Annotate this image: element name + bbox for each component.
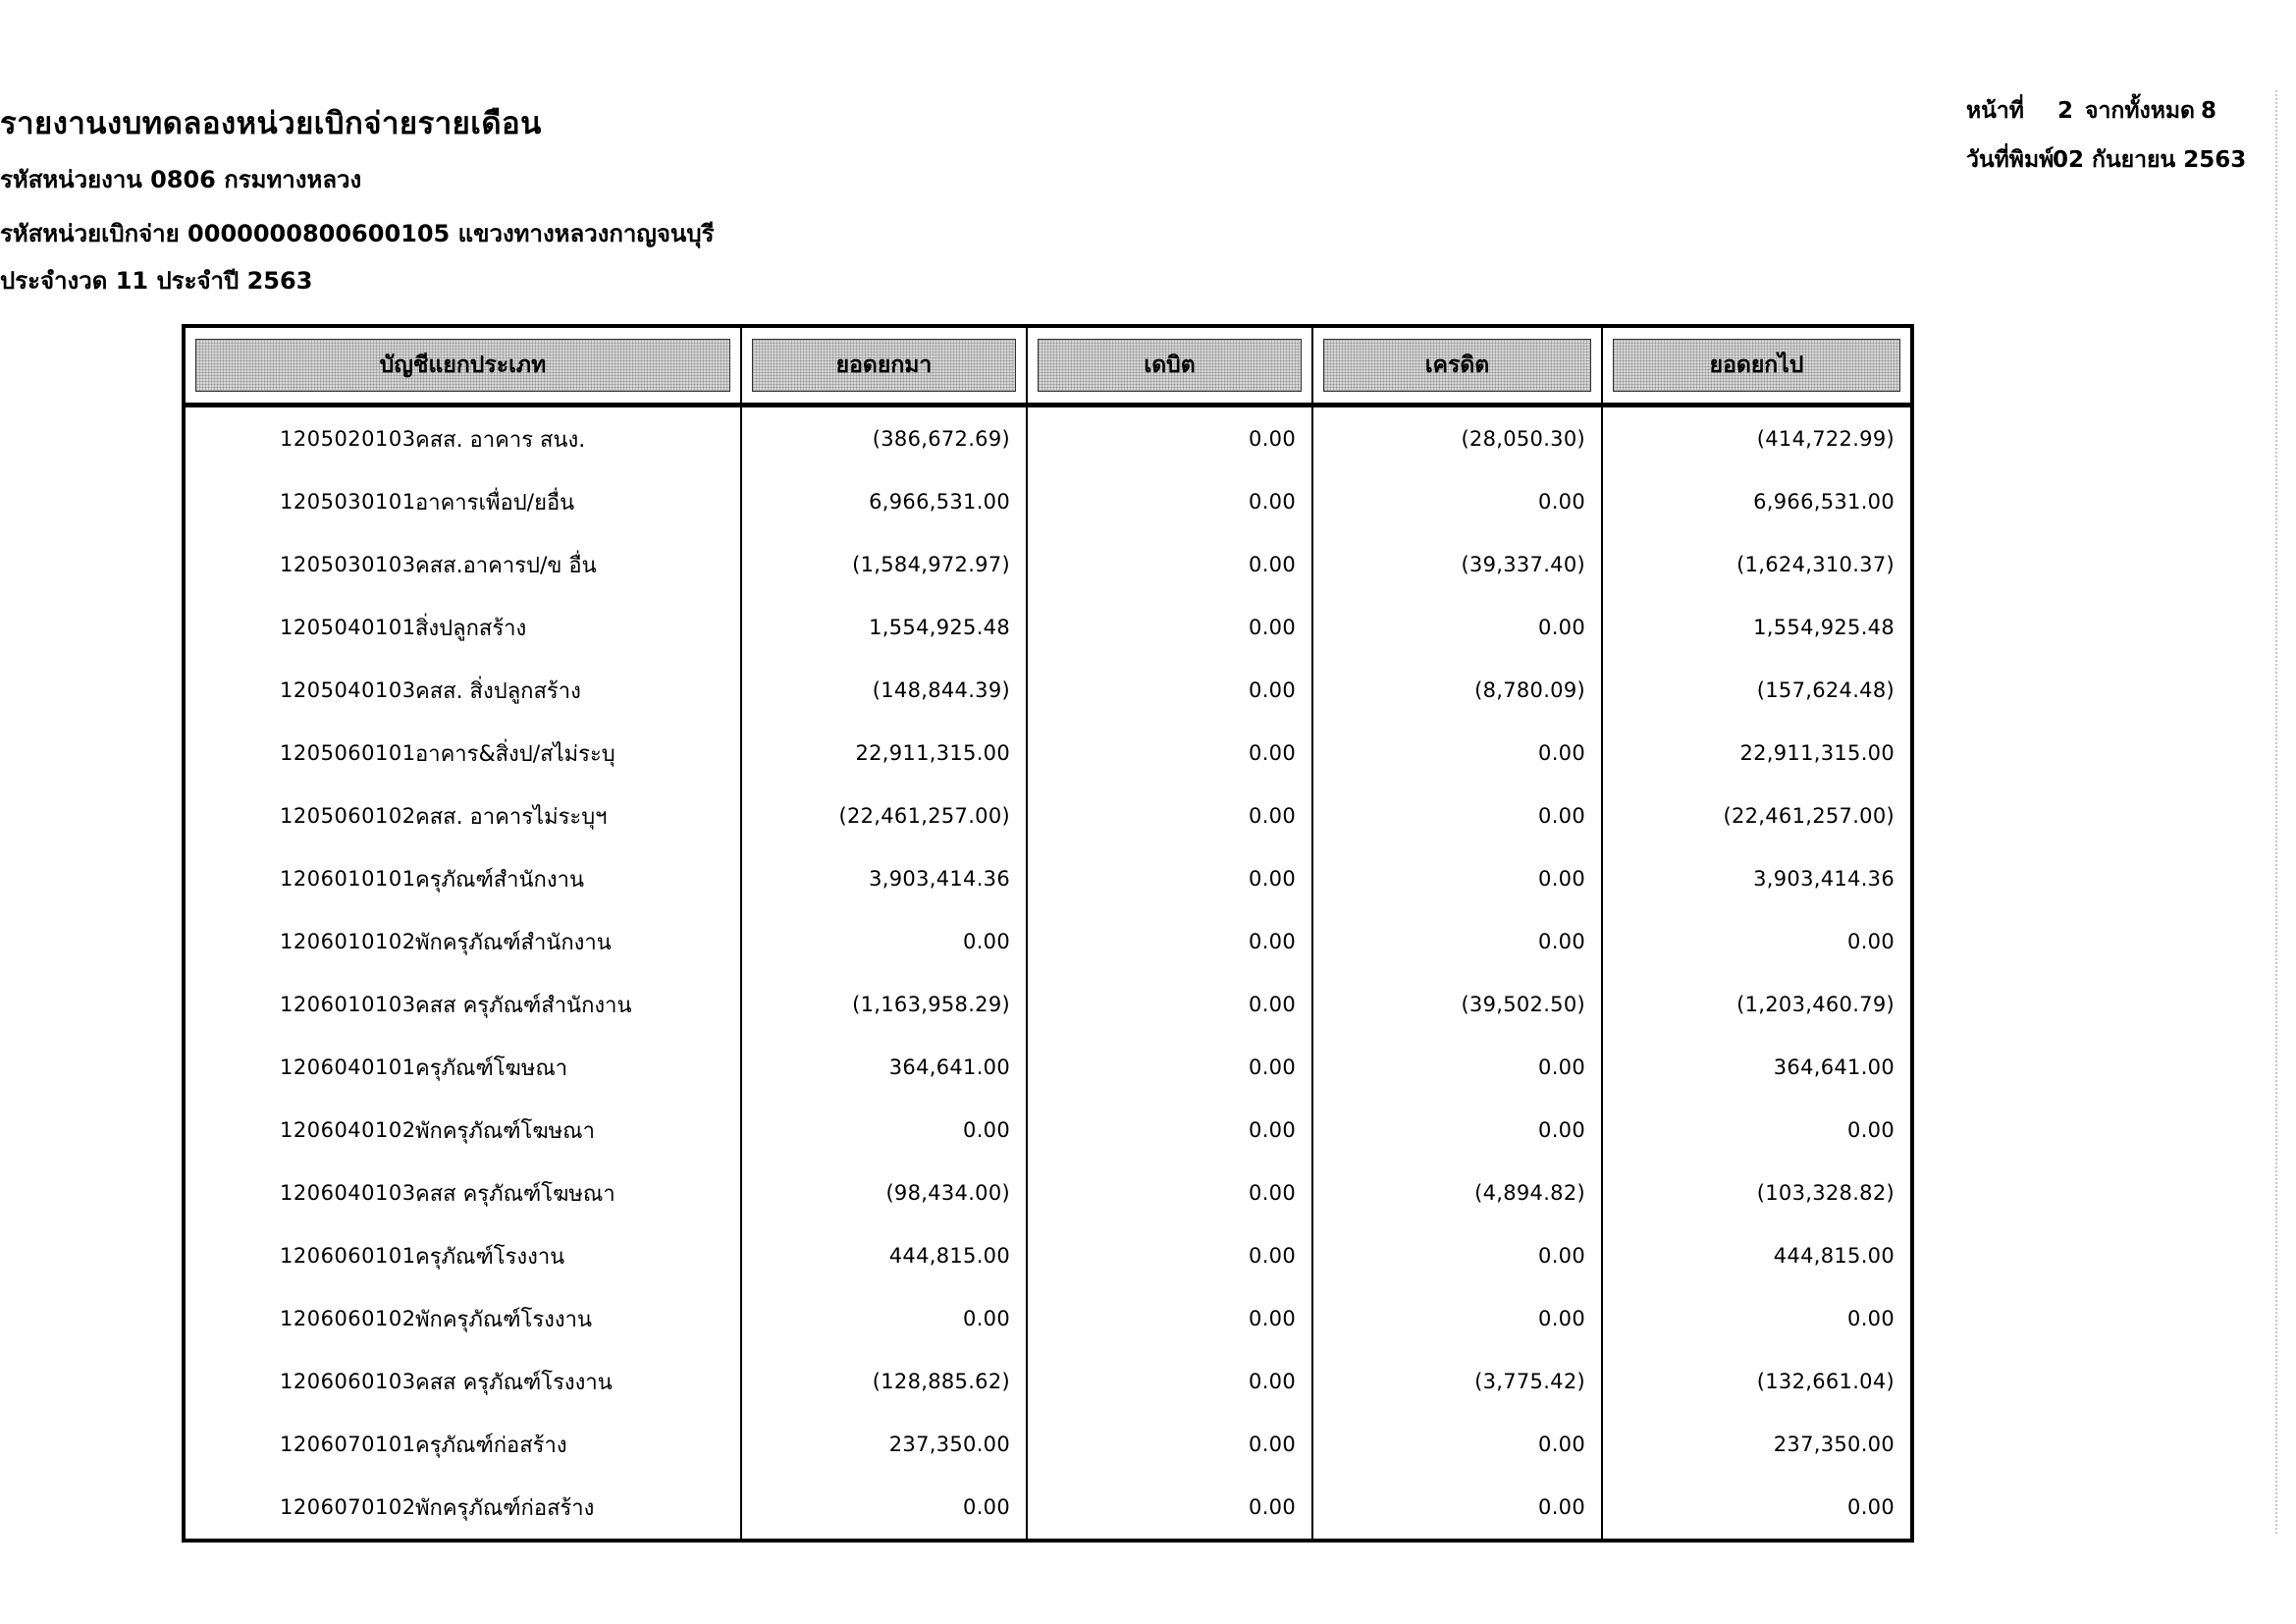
credit-value: 0.00 — [1311, 1476, 1601, 1539]
credit-value: 0.00 — [1311, 1036, 1601, 1099]
credit-value: 0.00 — [1311, 596, 1601, 659]
table-header-row — [186, 328, 1910, 407]
account-cell — [186, 1036, 740, 1099]
account-name: คสส. อาคาร สนง. — [415, 427, 586, 453]
account-code: 1206060102 — [280, 1307, 416, 1330]
account-name: พักครุภัณฑ์ก่อสร้าง — [415, 1495, 595, 1521]
carry-over-value: 1,554,925.48 — [1601, 596, 1910, 659]
account-cell — [186, 1224, 740, 1287]
carry-forward-value: (1,584,972.97) — [740, 533, 1026, 596]
credit-value: 0.00 — [1311, 1099, 1601, 1162]
account-code: 1206040103 — [280, 1181, 416, 1205]
account-cell — [186, 847, 740, 910]
account-name: ครุภัณฑ์ก่อสร้าง — [415, 1433, 567, 1458]
carry-over-value: 364,641.00 — [1601, 1036, 1910, 1099]
table-row — [186, 847, 1910, 910]
debit-value: 0.00 — [1026, 407, 1311, 470]
carry-forward-value: 22,911,315.00 — [740, 722, 1026, 785]
carry-forward-value: (1,163,958.29) — [740, 973, 1026, 1036]
credit-value: (39,502.50) — [1311, 973, 1601, 1036]
period-line: ประจำงวด 11 ประจำปี 2563 — [0, 267, 313, 295]
account-cell — [186, 1099, 740, 1162]
credit-value: (3,775.42) — [1311, 1350, 1601, 1413]
header-cell-carry-forward — [740, 328, 1026, 403]
carry-over-value: 444,815.00 — [1601, 1224, 1910, 1287]
account-code: 1206070102 — [280, 1495, 416, 1519]
table-row — [186, 407, 1910, 470]
account-cell — [186, 1476, 740, 1539]
table-row — [186, 1224, 1910, 1287]
credit-value: (39,337.40) — [1311, 533, 1601, 596]
table-row — [186, 659, 1910, 722]
account-name: คสส. สิ่งปลูกสร้าง — [415, 678, 581, 704]
account-cell — [186, 973, 740, 1036]
account-code: 1205020103 — [280, 427, 416, 451]
carry-forward-value: (98,434.00) — [740, 1162, 1026, 1224]
page-number-line — [1966, 93, 2246, 129]
account-code: 1205030103 — [280, 553, 416, 576]
credit-value: (28,050.30) — [1311, 407, 1601, 470]
trial-balance-table — [182, 324, 1914, 1543]
debit-value: 0.00 — [1026, 1224, 1311, 1287]
debit-value: 0.00 — [1026, 1162, 1311, 1224]
header-cell-account — [186, 328, 740, 403]
account-code: 1205060101 — [280, 741, 416, 765]
account-cell — [186, 596, 740, 659]
account-code: 1206010102 — [280, 930, 416, 953]
header-cell-carry-over — [1601, 328, 1910, 403]
header-cell-credit — [1311, 328, 1601, 403]
agency-code-line: รหัสหน่วยงาน 0806 กรมทางหลวง — [0, 166, 362, 193]
account-cell — [186, 1287, 740, 1350]
debit-value: 0.00 — [1026, 1036, 1311, 1099]
header-label-credit: เครดิต — [1323, 339, 1591, 392]
carry-forward-value: (22,461,257.00) — [740, 785, 1026, 847]
account-name: พักครุภัณฑ์สำนักงาน — [415, 930, 612, 955]
debit-value: 0.00 — [1026, 659, 1311, 722]
carry-over-value: 0.00 — [1601, 1099, 1910, 1162]
debit-value: 0.00 — [1026, 973, 1311, 1036]
account-name: คสส ครุภัณฑ์สำนักงาน — [415, 993, 632, 1018]
account-cell — [186, 470, 740, 533]
table-row — [186, 973, 1910, 1036]
header-label-carry-forward: ยอดยกมา — [752, 339, 1016, 392]
credit-value: (4,894.82) — [1311, 1162, 1601, 1224]
account-code: 1205040101 — [280, 616, 416, 639]
carry-over-value: 3,903,414.36 — [1601, 847, 1910, 910]
debit-value: 0.00 — [1026, 596, 1311, 659]
page-title: รายงานงบทดลองหน่วยเบิกจ่ายรายเดือน — [0, 106, 542, 141]
account-name: อาคาร&สิ่งป/สไม่ระบุ — [415, 741, 615, 767]
header-label-carry-over: ยอดยกไป — [1613, 339, 1900, 392]
carry-over-value: (103,328.82) — [1601, 1162, 1910, 1224]
table-row — [186, 533, 1910, 596]
header-label-account: บัญชีแยกประเภท — [195, 339, 730, 392]
carry-over-value: (157,624.48) — [1601, 659, 1910, 722]
carry-over-value: 0.00 — [1601, 910, 1910, 973]
account-code: 1206040102 — [280, 1118, 416, 1142]
account-name: พักครุภัณฑ์โรงงาน — [415, 1307, 593, 1332]
account-code: 1205040103 — [280, 678, 416, 702]
credit-value: (8,780.09) — [1311, 659, 1601, 722]
carry-forward-value: 1,554,925.48 — [740, 596, 1026, 659]
account-code: 1206040101 — [280, 1056, 416, 1079]
account-cell — [186, 722, 740, 785]
account-cell — [186, 1350, 740, 1413]
credit-value: 0.00 — [1311, 785, 1601, 847]
credit-value: 0.00 — [1311, 847, 1601, 910]
carry-over-value: (22,461,257.00) — [1601, 785, 1910, 847]
scan-margin-line — [2275, 90, 2277, 1534]
page-info — [1966, 93, 2246, 191]
account-cell — [186, 533, 740, 596]
table-row — [186, 1476, 1910, 1539]
debit-value: 0.00 — [1026, 910, 1311, 973]
credit-value: 0.00 — [1311, 722, 1601, 785]
total-pages: 8 — [2201, 98, 2217, 124]
account-code: 1205030101 — [280, 490, 416, 514]
account-code: 1206010103 — [280, 993, 416, 1016]
account-cell — [186, 910, 740, 973]
debit-value: 0.00 — [1026, 1476, 1311, 1539]
account-cell — [186, 1413, 740, 1476]
table-row — [186, 596, 1910, 659]
carry-forward-value: (128,885.62) — [740, 1350, 1026, 1413]
account-name: สิ่งปลูกสร้าง — [415, 616, 527, 641]
carry-over-value: 237,350.00 — [1601, 1413, 1910, 1476]
table-row — [186, 785, 1910, 847]
print-date-line — [1966, 142, 2246, 178]
carry-over-value: 22,911,315.00 — [1601, 722, 1910, 785]
debit-value: 0.00 — [1026, 470, 1311, 533]
carry-forward-value: 364,641.00 — [740, 1036, 1026, 1099]
carry-forward-value: 3,903,414.36 — [740, 847, 1026, 910]
table-row — [186, 1099, 1910, 1162]
header-cell-debit — [1026, 328, 1311, 403]
account-name: คสส ครุภัณฑ์โฆษณา — [415, 1181, 615, 1207]
carry-over-value: (1,203,460.79) — [1601, 973, 1910, 1036]
carry-forward-value: (386,672.69) — [740, 407, 1026, 470]
carry-over-value: 0.00 — [1601, 1476, 1910, 1539]
table-row — [186, 1287, 1910, 1350]
carry-forward-value: 0.00 — [740, 1287, 1026, 1350]
carry-over-value: 0.00 — [1601, 1287, 1910, 1350]
account-name: อาคารเพื่อป/ยอื่น — [415, 490, 575, 515]
account-name: คสส.อาคารป/ข อื่น — [415, 553, 597, 578]
account-name: พักครุภัณฑ์โฆษณา — [415, 1118, 595, 1144]
account-name: ครุภัณฑ์โรงงาน — [415, 1244, 565, 1270]
account-code: 1206060103 — [280, 1370, 416, 1393]
account-cell — [186, 785, 740, 847]
credit-value: 0.00 — [1311, 1224, 1601, 1287]
table-row — [186, 1162, 1910, 1224]
carry-forward-value: 6,966,531.00 — [740, 470, 1026, 533]
carry-forward-value: 0.00 — [740, 1099, 1026, 1162]
page-label: หน้าที่ — [1966, 98, 2024, 124]
table-row — [186, 1036, 1910, 1099]
account-code: 1206010101 — [280, 867, 416, 891]
debit-value: 0.00 — [1026, 1099, 1311, 1162]
credit-value: 0.00 — [1311, 910, 1601, 973]
credit-value: 0.00 — [1311, 470, 1601, 533]
carry-over-value: 6,966,531.00 — [1601, 470, 1910, 533]
account-cell — [186, 659, 740, 722]
print-date-label: วันที่พิมพ์ — [1966, 147, 2055, 173]
table-row — [186, 1413, 1910, 1476]
credit-value: 0.00 — [1311, 1287, 1601, 1350]
table-row — [186, 470, 1910, 533]
account-cell — [186, 1162, 740, 1224]
table-body — [186, 407, 1910, 1539]
account-name: คสส. อาคารไม่ระบุฯ — [415, 804, 608, 830]
header-label-debit: เดบิต — [1038, 339, 1302, 392]
account-code: 1206070101 — [280, 1433, 416, 1456]
carry-forward-value: 0.00 — [740, 910, 1026, 973]
account-name: ครุภัณฑ์โฆษณา — [415, 1056, 568, 1081]
debit-value: 0.00 — [1026, 1413, 1311, 1476]
table-row — [186, 910, 1910, 973]
total-pages-label: จากทั้งหมด — [2085, 98, 2195, 124]
disbursement-unit-line: รหัสหน่วยเบิกจ่าย 0000000800600105 แขวงทางหลวงกาญจนบุรี — [0, 220, 715, 247]
debit-value: 0.00 — [1026, 533, 1311, 596]
credit-value: 0.00 — [1311, 1413, 1601, 1476]
debit-value: 0.00 — [1026, 847, 1311, 910]
account-code: 1205060102 — [280, 804, 416, 828]
carry-forward-value: 444,815.00 — [740, 1224, 1026, 1287]
page-number: 2 — [2057, 98, 2074, 124]
debit-value: 0.00 — [1026, 1350, 1311, 1413]
account-cell — [186, 407, 740, 470]
debit-value: 0.00 — [1026, 722, 1311, 785]
carry-over-value: (1,624,310.37) — [1601, 533, 1910, 596]
debit-value: 0.00 — [1026, 1287, 1311, 1350]
debit-value: 0.00 — [1026, 785, 1311, 847]
account-name: คสส ครุภัณฑ์โรงงาน — [415, 1370, 613, 1395]
account-code: 1206060101 — [280, 1244, 416, 1268]
carry-forward-value: (148,844.39) — [740, 659, 1026, 722]
print-date: 02 กันยายน 2563 — [2053, 147, 2247, 173]
table-row — [186, 722, 1910, 785]
carry-forward-value: 0.00 — [740, 1476, 1026, 1539]
table-row — [186, 1350, 1910, 1413]
carry-over-value: (414,722.99) — [1601, 407, 1910, 470]
account-name: ครุภัณฑ์สำนักงาน — [415, 867, 584, 893]
carry-over-value: (132,661.04) — [1601, 1350, 1910, 1413]
carry-forward-value: 237,350.00 — [740, 1413, 1026, 1476]
